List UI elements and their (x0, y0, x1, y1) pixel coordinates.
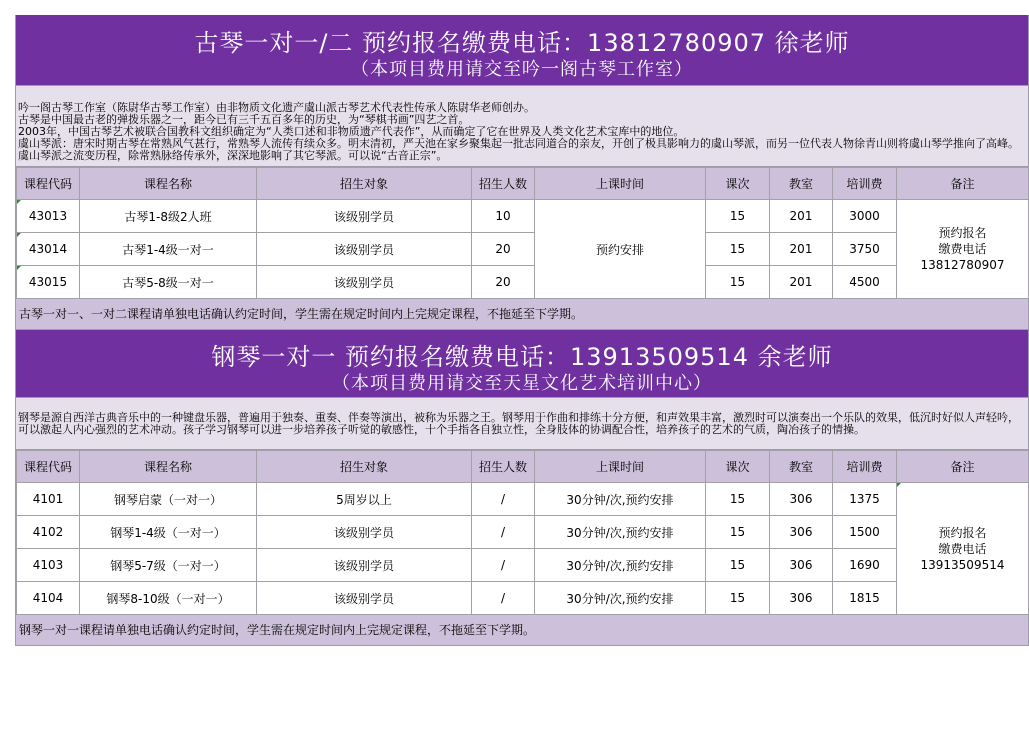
table-row (17, 200, 1029, 233)
guqin-title: 古琴一对一/二 预约报名缴费电话：13812780907 徐老师 (194, 29, 850, 57)
course-room: 201 (770, 266, 833, 299)
table-row (17, 266, 1029, 299)
piano-title: 钢琴一对一 预约报名缴费电话：13913509514 余老师 (211, 343, 833, 371)
header-target: 招生对象 (257, 451, 472, 483)
course-time: 30分钟/次,预约安排 (535, 483, 706, 516)
course-name: 钢琴1-4级（一对一） (80, 516, 257, 549)
piano-banner (16, 330, 1028, 398)
header-note: 备注 (897, 451, 1029, 483)
header-fee: 培训费 (833, 168, 897, 200)
course-target: 5周岁以上 (257, 483, 472, 516)
course-fee: 1815 (833, 582, 897, 615)
table-row (17, 582, 1029, 615)
header-target: 招生对象 (257, 168, 472, 200)
course-time: 30分钟/次,预约安排 (535, 516, 706, 549)
course-count: / (472, 516, 535, 549)
note-line: 缴费电话 (938, 541, 987, 556)
course-room: 201 (770, 200, 833, 233)
course-sessions: 15 (706, 582, 770, 615)
header-code: 课程代码 (17, 168, 80, 200)
course-name: 钢琴8-10级（一对一） (80, 582, 257, 615)
note-line: 预约报名 (938, 525, 987, 540)
header-note: 备注 (897, 168, 1029, 200)
header-count: 招生人数 (472, 451, 535, 483)
course-code: 4101 (17, 483, 80, 516)
course-room: 306 (770, 483, 833, 516)
note-phone: 13812780907 (920, 258, 1005, 272)
table-row (17, 516, 1029, 549)
course-target: 该级别学员 (257, 233, 472, 266)
table-row (17, 233, 1029, 266)
course-sessions: 15 (706, 266, 770, 299)
guqin-intro-line: 虞山琴派：唐宋时期古琴在常熟风气甚行，常熟琴人流传有续众多。明末清初，严天池在家乡聚集起一批志同道合的亲友，开创了极具影响力的虞山琴派，而另一位代表人物徐青山则将虞山琴学推向了高峰。虞山琴派之流变历程，除常熟脉络传承外，深深地影响了其它琴派。可以说“古音正宗”。 (18, 137, 1019, 162)
header-count: 招生人数 (472, 168, 535, 200)
course-count: 20 (472, 233, 535, 266)
course-code: 43013 (17, 200, 80, 233)
course-count: / (472, 483, 535, 516)
course-time: 30分钟/次,预约安排 (535, 549, 706, 582)
note-line: 缴费电话 (938, 242, 987, 256)
course-sessions: 15 (706, 233, 770, 266)
course-target: 该级别学员 (257, 200, 472, 233)
course-fee: 1690 (833, 549, 897, 582)
header-fee: 培训费 (833, 451, 897, 483)
table-row (17, 483, 1029, 516)
piano-table (16, 450, 1029, 615)
course-sessions: 15 (706, 516, 770, 549)
header-room: 教室 (770, 451, 833, 483)
piano-intro (16, 398, 1028, 450)
course-count: 20 (472, 266, 535, 299)
piano-subtitle: （本项目费用请交至天星文化艺术培训中心） (332, 373, 712, 394)
course-code: 4103 (17, 549, 80, 582)
header-name: 课程名称 (80, 451, 257, 483)
course-name: 古琴1-8级2人班 (80, 200, 257, 233)
course-code: 4104 (17, 582, 80, 615)
header-name: 课程名称 (80, 168, 257, 200)
guqin-subtitle: （本项目费用请交至吟一阁古琴工作室） (351, 59, 693, 80)
course-code: 4102 (17, 516, 80, 549)
piano-notice: 钢琴一对一课程请单独电话确认约定时间，学生需在规定时间内上完规定课程，不拖延至下学期。 (16, 615, 1028, 646)
course-target: 该级别学员 (257, 266, 472, 299)
course-time: 预约安排 (535, 200, 706, 299)
table-header-row (17, 168, 1029, 200)
header-sessions: 课次 (706, 168, 770, 200)
course-fee: 1375 (833, 483, 897, 516)
course-name: 古琴1-4级一对一 (80, 233, 257, 266)
course-note (897, 483, 1029, 615)
course-time: 30分钟/次,预约安排 (535, 582, 706, 615)
course-room: 201 (770, 233, 833, 266)
course-sessions: 15 (706, 483, 770, 516)
course-code: 43015 (17, 266, 80, 299)
header-room: 教室 (770, 168, 833, 200)
course-count: 10 (472, 200, 535, 233)
course-sheet (15, 15, 1029, 646)
course-target: 该级别学员 (257, 516, 472, 549)
guqin-notice: 古琴一对一、一对二课程请单独电话确认约定时间，学生需在规定时间内上完规定课程，不拖延至下学期。 (16, 299, 1028, 330)
guqin-intro-line: 吟一阁古琴工作室（陈尉华古琴工作室）由非物质文化遗产虞山派古琴艺术代表性传承人陈尉华老师创办。 (18, 101, 535, 114)
course-target: 该级别学员 (257, 582, 472, 615)
course-fee: 3750 (833, 233, 897, 266)
table-row (17, 549, 1029, 582)
course-room: 306 (770, 582, 833, 615)
course-fee: 1500 (833, 516, 897, 549)
guqin-intro-line: 古琴是中国最古老的弹拨乐器之一，距今已有三千五百多年的历史，为“琴棋书画”四艺之首。 (18, 113, 470, 126)
table-header-row (17, 451, 1029, 483)
course-sessions: 15 (706, 200, 770, 233)
course-room: 306 (770, 516, 833, 549)
course-name: 古琴5-8级一对一 (80, 266, 257, 299)
course-sessions: 15 (706, 549, 770, 582)
guqin-banner (16, 15, 1028, 86)
note-phone: 13913509514 (920, 557, 1005, 572)
course-fee: 3000 (833, 200, 897, 233)
course-room: 306 (770, 549, 833, 582)
course-note (897, 200, 1029, 299)
course-target: 该级别学员 (257, 549, 472, 582)
course-name: 钢琴5-7级（一对一） (80, 549, 257, 582)
course-fee: 4500 (833, 266, 897, 299)
guqin-table (16, 167, 1029, 299)
guqin-intro-line: 2003年，中国古琴艺术被联合国教科文组织确定为“人类口述和非物质遗产代表作”，从而确定了它在世界及人类文化艺术宝库中的地位。 (18, 125, 685, 138)
course-name: 钢琴启蒙（一对一） (80, 483, 257, 516)
course-count: / (472, 549, 535, 582)
course-count: / (472, 582, 535, 615)
course-code: 43014 (17, 233, 80, 266)
header-time: 上课时间 (535, 451, 706, 483)
note-line: 预约报名 (938, 226, 987, 240)
header-time: 上课时间 (535, 168, 706, 200)
header-sessions: 课次 (706, 451, 770, 483)
piano-intro-text: 钢琴是源自西洋古典音乐中的一种键盘乐器，普遍用于独奏、重奏、伴奏等演出，被称为乐器之王。钢琴用于作曲和排练十分方便，和声效果丰富，激烈时可以演奏出一个乐队的效果，低沉时好似人声轻吟，可以激起人内心强烈的艺术冲动。孩子学习钢琴可以进一步培养孩子听觉的敏感性，十个手指各自独立性，全身肢体的协调配合性，培养孩子的艺术的气质，陶冶孩子的情操。 (18, 411, 1019, 436)
guqin-intro (16, 86, 1028, 167)
header-code: 课程代码 (17, 451, 80, 483)
